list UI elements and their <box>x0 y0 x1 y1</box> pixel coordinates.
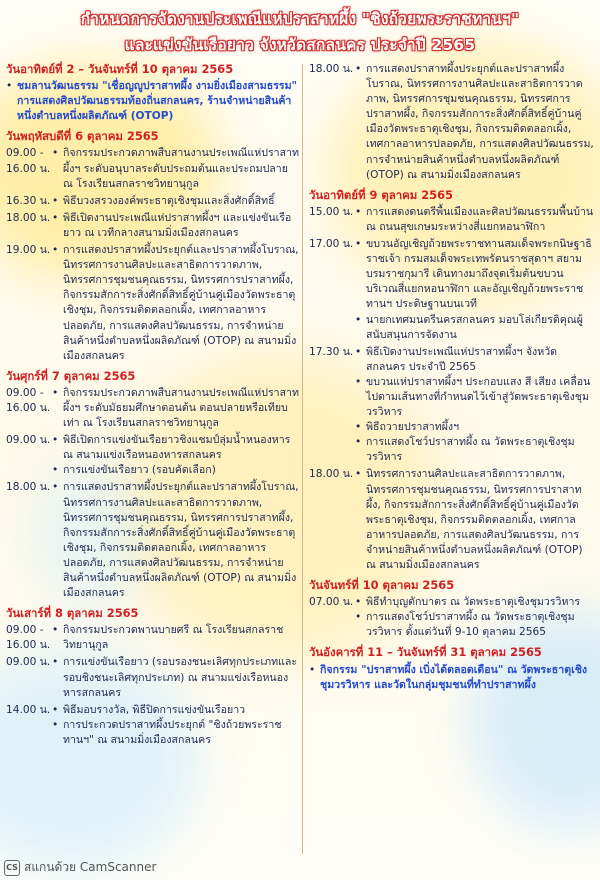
camscanner-icon: CS <box>4 860 20 876</box>
event-description <box>355 62 594 183</box>
schedule-event <box>309 205 594 235</box>
bullet-icon: • <box>355 205 362 218</box>
event-item-text: พิธีเปิดงานประเพณีแห่ปราสาทผึ้งฯ จังหวัดสกลนคร ประจำปี 2565 <box>366 345 558 373</box>
scanner-footer <box>4 858 156 877</box>
event-time: 07.00 น. <box>309 596 354 609</box>
event-description <box>6 79 299 124</box>
bullet-icon: • <box>355 611 362 624</box>
event-item-text: การแสดงปราสาทผึ้งประยุกต์และปราสาทผึ้งโบราณ, นิทรรศการงานศิลปะและสาธิตการวาดภาพ, นิทรรศการชุมชนคุณธรรม, นิทรรศการปราสาทผึ้ง, กิจกรรมสักการะสิ่งศักดิ์สิทธิ์คู่บ้านคู่เมืองวัดพระธาตุเชิงชุม, กิจกรรมติดตลอกเผิ้ง, เทศกาลอาหารปลอดภัย, การแสดงศิลปวัฒนธรรม, การจำหน่ายสินค้าหนึ่งตำบลหนึ่งผลิตภัณฑ์ (OTOP) ณ สนามมิ่งเมืองสกลนคร <box>63 481 299 600</box>
schedule-event <box>309 467 594 573</box>
event-item-text: นิทรรศการงานศิลปะและสาธิตการวาดภาพ, นิทรรศการชุมชนคุณธรรม, นิทรรศการปราสาทผึ้ง, กิจกรรมสักการะสิ่งศักดิ์สิทธิ์คู่บ้านคู่เมืองวัดพระธาตุเชิงชุม, กิจกรรมติดตลอกเผิ้ง, เทศกาลอาหารปลอดภัย, การแสดงศิลปวัฒนธรรม, การจำหน่ายสินค้าหนึ่งตำบลหนึ่งผลิตภัณฑ์ (OTOP) ณ สนามมิ่งเมืองสกลนคร <box>366 468 583 571</box>
event-item-text: พิธีบวงสรวงองค์พระธาตุเชิงชุมและสิ่งศักดิ์สิทธิ์ <box>63 194 275 207</box>
day-heading: วันอาทิตย์ที่ 2 – วันจันทร์ที่ 10 ตุลาคม 2565 <box>6 62 234 76</box>
bullet-icon: • <box>52 194 59 207</box>
day-heading: วันอังคารที่ 11 – วันจันทร์ที่ 31 ตุลาคม 2565 <box>309 645 542 660</box>
bullet-icon: • <box>52 718 59 731</box>
event-time: 14.00 น. <box>6 703 51 716</box>
event-item-text: นายกเทศมนตรีนครสกลนคร มอบโล่เกียรติคุณผู้สนับสนุนการจัดงาน <box>366 313 583 341</box>
event-item-text: พิธีมอบรางวัล, พิธีปิดการแข่งขันเรือยาว <box>63 703 246 716</box>
event-item <box>52 211 299 241</box>
schedule-event <box>309 62 594 183</box>
event-time: 09.00 - 16.00 น. <box>6 147 51 175</box>
bullet-icon: • <box>309 663 316 676</box>
bullet-icon: • <box>355 436 362 449</box>
schedule-event <box>309 237 594 343</box>
event-item-text: ขบวนอัญเชิญถ้วยพระราชทานสมเด็จพระกนิษฐาธิราชเจ้า กรมสมเด็จพระเทพรัตนราชสุดาฯ สยามบรมราชกุมารี เดินทางมาถึงจุดเริ่มต้นขบวนบริเวณสี่แยกหอนาฬิกา และอัญเชิญถ้วยพระราชทานฯ ประดิษฐานบนเวที <box>366 238 592 311</box>
schedule-event <box>6 146 299 191</box>
bullet-icon: • <box>52 624 59 637</box>
event-item-text: การแสดงดนตรีพื้นเมืองและศิลปวัฒนธรรมพื้นบ้าน ณ ถนนสุขเกษมระหว่างสี่แยกหอนาฬิกา <box>366 205 594 233</box>
event-item <box>355 375 594 420</box>
schedule-event <box>6 211 299 241</box>
bullet-icon: • <box>52 464 59 477</box>
bullet-icon: • <box>52 481 59 494</box>
schedule-event <box>6 386 299 431</box>
event-item <box>52 194 299 209</box>
schedule-event <box>6 655 299 700</box>
event-item-text: การแสดงปราสาทผึ้งประยุกต์และปราสาทผึ้งโบราณ, นิทรรศการงานศิลปะและสาธิตการวาดภาพ, นิทรรศการชุมชนคุณธรรม, นิทรรศการปราสาทผึ้ง, กิจกรรมสักการะสิ่งศักดิ์สิทธิ์คู่บ้านคู่เมืองวัดพระธาตุเชิงชุม, กิจกรรมติดตลอกเผิ้ง, เทศกาลอาหารปลอดภัย, การแสดงศิลปวัฒนธรรม, การจำหน่ายสินค้าหนึ่งตำบลหนึ่งผลิตภัณฑ์ (OTOP) ณ สนามมิ่งเมืองสกลนคร <box>366 63 594 181</box>
day-heading: วันอาทิตย์ที่ 9 ตุลาคม 2565 <box>309 187 453 202</box>
event-time: 09.00 น. <box>6 434 51 447</box>
schedule-event <box>309 663 594 693</box>
event-item <box>52 480 299 601</box>
bullet-icon: • <box>52 211 59 224</box>
event-item <box>355 610 594 640</box>
event-item <box>52 623 299 653</box>
event-description <box>52 211 299 241</box>
event-item-text: การประกวดปราสาทผึ้งประยุกต์ "ชิงถ้วยพระราชทานฯ" ณ สนามมิ่งเมืองสกลนคร <box>63 718 282 746</box>
event-item-text: การแข่งขันเรือยาว (รอบรองชนะเลิศทุกประเภทและรอบชิงชนะเลิศทุกประเภท) ณ สนามแข่งเรือหนองหารสกลนคร <box>63 656 298 699</box>
schedule-event <box>6 703 299 748</box>
bullet-icon: • <box>52 147 59 160</box>
schedule-event <box>6 623 299 653</box>
event-item <box>355 205 594 235</box>
day-heading: วันเสาร์ที่ 8 ตุลาคม 2565 <box>6 606 139 621</box>
event-item-text: ขบวนแห่ปราสาทผึ้งฯ ประกอบแสง สี เสียง เคลื่อนไปตามเส้นทางที่กำหนดไว้เข้าสู่วัดพระธาตุเชิงชุมวรวิหาร <box>366 375 591 419</box>
event-item <box>52 433 299 463</box>
event-time: 18.00 น. <box>6 481 51 494</box>
event-item <box>52 386 299 431</box>
day-heading: วันศุกร์ที่ 7 ตุลาคม 2565 <box>6 368 136 383</box>
schedule-event <box>6 433 299 478</box>
schedule-event <box>309 345 594 466</box>
event-item <box>6 79 299 124</box>
event-time: 15.00 น. <box>309 205 354 218</box>
bullet-icon: • <box>52 703 59 716</box>
event-time: 17.00 น. <box>309 238 354 251</box>
event-item <box>309 663 594 693</box>
event-item <box>52 146 299 191</box>
event-item <box>355 345 594 375</box>
event-item-text: กิจกรรมประกวดพานบายศรี ณ โรงเรียนสกลราชวิทยานุกูล <box>63 624 284 652</box>
event-item <box>355 435 594 465</box>
event-description <box>52 703 299 748</box>
bullet-icon: • <box>355 375 362 388</box>
bullet-icon: • <box>355 238 362 251</box>
event-item-text: พิธีทำบุญตักบาตร ณ วัดพระธาตุเชิงชุมวรวิหาร <box>366 596 581 609</box>
event-item <box>52 655 299 700</box>
day-heading: วันจันทร์ที่ 10 ตุลาคม 2565 <box>309 578 455 593</box>
event-time: 09.00 - 16.00 น. <box>6 624 51 652</box>
event-time: 18.00 น. <box>309 63 354 75</box>
event-item <box>52 703 299 718</box>
schedule-right-column <box>309 62 594 695</box>
event-time: 19.00 น. <box>6 244 51 257</box>
bullet-icon: • <box>355 345 362 358</box>
title-line-1: กำหนดการจัดงานประเพณีแห่ปราสาทผึ้ง "ชิงถ้วยพระราชทานฯ" <box>80 10 520 28</box>
event-description <box>355 345 594 466</box>
event-item-text: การแข่งขันเรือยาว (รอบคัดเลือก) <box>63 464 216 477</box>
event-item <box>355 595 594 610</box>
day-heading: วันพฤหัสบดีที่ 6 ตุลาคม 2565 <box>6 129 159 144</box>
bullet-icon: • <box>355 421 362 434</box>
event-item <box>355 420 594 435</box>
schedule-event <box>6 194 299 209</box>
event-item-text: การแสดงปราสาทผึ้งประยุกต์และปราสาทผึ้งโบราณ, นิทรรศการงานศิลปะและสาธิตการวาดภาพ, นิทรรศการชุมชนคุณธรรม, นิทรรศการปราสาทผึ้ง, กิจกรรมสักการะสิ่งศักดิ์สิทธิ์คู่บ้านคู่เมืองวัดพระธาตุเชิงชุม, กิจกรรมติดตลอกเผิ้ง, เทศกาลอาหารปลอดภัย, การแสดงศิลปวัฒนธรรม, การจำหน่ายสินค้าหนึ่งตำบลหนึ่งผลิตภัณฑ์ (OTOP) ณ สนามมิ่งเมืองสกลนคร <box>63 244 299 362</box>
event-description <box>355 205 594 235</box>
event-description <box>52 480 299 601</box>
event-item <box>355 313 594 343</box>
column-divider <box>302 64 303 854</box>
event-description <box>52 194 299 209</box>
title-line-2: และแข่งขันเรือยาว จังหวัดสกลนคร ประจำปี 2565 <box>124 36 476 54</box>
bullet-icon: • <box>52 656 59 669</box>
event-time: 09.00 - 16.00 น. <box>6 386 51 414</box>
bullet-icon: • <box>6 80 13 93</box>
event-item-text: ชมลานวัฒนธรรม "เชื่อญญูปราสาทผึ้ง งามยิ่งเมืองสามธรรม" การแสดงศิลปวัฒนธรรมท้องถิ่นสกลนคร, ร้านจำหน่ายสินค้าหนึ่งตำบลหนึ่งผลิตภัณฑ์ (OTOP) <box>17 80 298 123</box>
event-item <box>52 718 299 748</box>
schedule-event <box>6 79 299 124</box>
event-description <box>52 243 299 364</box>
schedule-left-column <box>6 62 299 750</box>
event-description <box>355 467 594 573</box>
event-time: 18.00 น. <box>6 211 51 224</box>
event-description <box>52 655 299 700</box>
schedule-event <box>309 595 594 640</box>
event-item-text: พิธีถวายปราสาทผึ้งฯ <box>366 421 460 434</box>
event-time: 18.00 น. <box>309 468 354 481</box>
event-time: 09.00 น. <box>6 656 51 669</box>
event-item <box>355 237 594 312</box>
event-item-text: การแสดงโชว์ปราสาทผึ้ง ณ วัดพระธาตุเชิงชุมวรวิหาร <box>366 436 575 464</box>
event-item-text: การแสดงโชว์ปราสาทผึ้ง ณ วัดพระธาตุเชิงชุมวรวิหาร ตั้งแต่วันที่ 9-10 ตุลาคม 2565 <box>366 611 575 639</box>
bullet-icon: • <box>355 313 362 326</box>
bullet-icon: • <box>52 244 59 257</box>
scanner-watermark: สแกนด้วย CamScanner <box>24 860 157 874</box>
event-item-text: กิจกรรมประกวดภาพสืบสานงานประเพณีแห่ปราสาทผึ้งฯ ระดับอนุบาลระดับประถมต้นและประถมปลาย ณ โรงเรียนสกลราชวิทยานุกูล <box>63 147 299 190</box>
event-description <box>355 237 594 343</box>
event-item <box>52 463 299 478</box>
bullet-icon: • <box>52 434 59 447</box>
bullet-icon: • <box>355 468 362 481</box>
event-description <box>52 433 299 478</box>
event-description <box>355 595 594 640</box>
event-description <box>52 623 299 653</box>
event-time: 17.30 น. <box>309 345 354 358</box>
bullet-icon: • <box>355 596 362 609</box>
event-time: 16.30 น. <box>6 194 51 207</box>
event-item <box>355 62 594 183</box>
bullet-icon: • <box>355 63 362 75</box>
poster-header <box>0 0 600 58</box>
event-description <box>309 663 594 693</box>
event-item <box>355 467 594 573</box>
event-description <box>52 146 299 191</box>
schedule-event <box>6 480 299 601</box>
event-item-text: กิจกรรมประกวดภาพสืบสานงานประเพณีแห่ปราสาทผึ้งฯ ระดับมัธยมศึกษาตอนต้น ตอนปลายหรือเทียบเท่า ณ โรงเรียนสกลราชวิทยานุกูล <box>63 386 299 430</box>
event-item <box>52 243 299 364</box>
bullet-icon: • <box>52 386 59 399</box>
event-item-text: พิธีเปิดงานประเพณีแห่ปราสาทผึ้งฯ และแข่งขันเรือยาว ณ เวทีกลางสนามมิ่งเมืองสกลนคร <box>63 211 292 239</box>
event-description <box>52 386 299 431</box>
event-item-text: กิจกรรม "ปราสาทผึ้ง เบิ่งได้ตลอดเดือน" ณ วัดพระธาตุเชิงชุมวรวิหาร และวัดในกลุ่มชุมชนที่ทำปราสาทผึ้ง <box>320 663 588 691</box>
event-item-text: พิธีเปิดการแข่งขันเรือยาวชิงแชมป์ลุ่มน้ำหนองหาร ณ สนามแข่งเรือหนองหารสกลนคร <box>63 434 291 462</box>
schedule-event <box>6 243 299 364</box>
